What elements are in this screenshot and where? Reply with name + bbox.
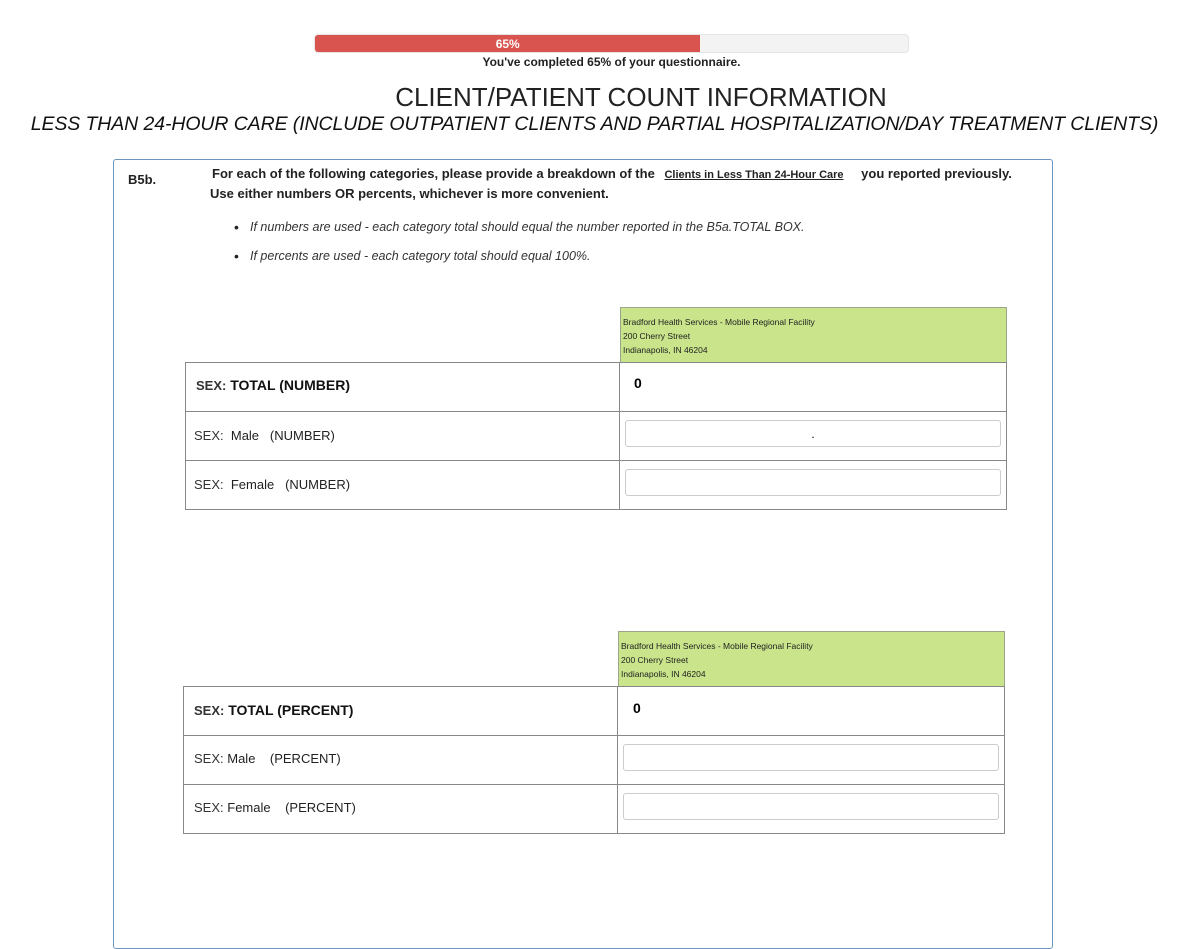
progress-message: You've completed 65% of your questionnaire. [482,55,741,69]
progress-bar [314,34,909,53]
percent-female-label [194,800,356,815]
facility-name: Bradford Health Services - Mobile Regional Facility [621,641,813,651]
instruction-list [250,220,805,278]
percent-total-label [194,702,353,718]
question-number: B5b. [128,172,157,187]
percent-female-row [183,784,1005,834]
percent-total-value: 0 [633,700,641,716]
percent-male-label-cell [183,735,618,784]
question-text-after: you reported previously. [861,166,1012,181]
number-total-value-cell [620,363,1007,411]
percent-male-label [194,751,341,766]
percent-female-label-cell [183,784,618,833]
male-number-input[interactable] [625,420,1001,447]
facility-street: 200 Cherry Street [623,331,691,341]
facility-header-number [620,307,1007,363]
sex-prefix: SEX: [196,378,227,393]
sex-prefix: SEX: [194,477,224,492]
female-text: Female [227,800,271,815]
number-female-label-cell [185,460,620,509]
question-text-line2: Use either numbers OR percents, whichever is more convenient. [210,186,609,201]
page-title: CLIENT/PATIENT COUNT INFORMATION [395,82,887,112]
unit-text: (NUMBER) [285,477,351,492]
question-text-before: For each of the following categories, please provide a breakdown of the [212,166,655,181]
female-percent-input[interactable] [623,793,999,820]
page-subtitle: LESS THAN 24-HOUR CARE (INCLUDE OUTPATIENT CLIENTS AND PARTIAL HOSPITALIZATION/DAY TREATMENT CLIENTS) [30,113,1159,135]
percent-total-row [183,686,1005,736]
instruction-percents: • If percents are used - each category total should equal 100%. [250,249,805,278]
sex-prefix: SEX: [194,703,225,718]
instruction-numbers: • If numbers are used - each category total should equal the number reported in the B5a.TOTAL BOX. [250,220,805,249]
facility-city: Indianapolis, IN 46204 [621,669,706,679]
percent-male-input-cell [618,735,1005,784]
progress-percent: 65% [495,37,520,51]
unit-text: (PERCENT) [269,751,341,766]
percent-total-value-cell [618,687,1005,735]
number-male-label-cell [185,411,620,460]
number-total-label [196,377,350,393]
number-male-row [185,411,1007,461]
facility-name: Bradford Health Services - Mobile Regional Facility [623,317,815,327]
total-percent-text: TOTAL (PERCENT) [228,702,354,718]
facility-street: 200 Cherry Street [621,655,689,665]
number-female-label [194,477,350,492]
number-male-label [194,428,335,443]
total-number-text: TOTAL (NUMBER) [230,377,350,393]
number-female-row [185,460,1007,510]
facility-header-percent [618,631,1005,687]
unit-text: (PERCENT) [285,800,356,815]
clients-less-than-24h-link[interactable]: Clients in Less Than 24-Hour Care [664,169,844,181]
number-male-input-cell [620,411,1007,460]
number-total-row [185,362,1007,412]
number-total-label-cell [185,363,620,411]
male-text: Male [230,428,260,443]
percent-total-label-cell [183,687,618,735]
female-number-input[interactable] [625,469,1001,496]
facility-city: Indianapolis, IN 46204 [623,345,708,355]
male-percent-input[interactable] [623,744,999,771]
question-text [212,166,1012,181]
percent-male-row [183,735,1005,785]
sex-prefix: SEX: [194,751,224,766]
number-female-input-cell [620,460,1007,509]
sex-prefix: SEX: [194,800,224,815]
female-text: Female [230,477,275,492]
percent-female-input-cell [618,784,1005,833]
sex-prefix: SEX: [194,428,224,443]
unit-text: (NUMBER) [269,428,335,443]
male-text: Male [227,751,256,766]
number-total-value: 0 [634,375,642,391]
